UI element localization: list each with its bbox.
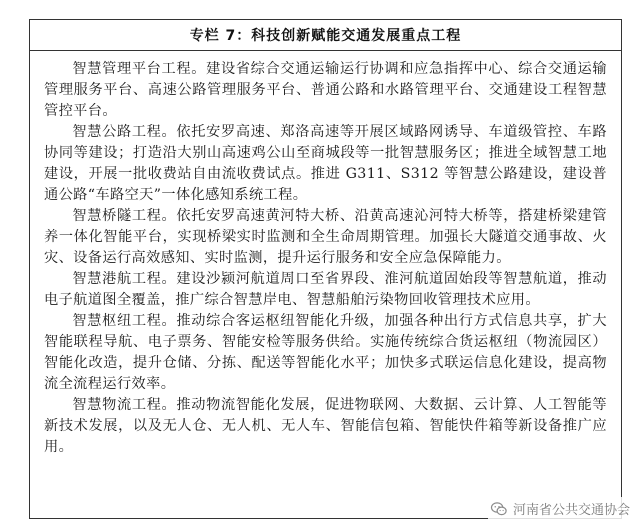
watermark-text: 河南省公共交通协会 <box>512 503 630 518</box>
paragraph-smart-highway: 智慧公路工程。依托安罗高速、郑洛高速等开展区域路网诱导、车道级管控、车路协同等建设；打造沿大别山高速鸡公山至商城段等一批智慧服务区；推进全域智慧工地建设，开展一批收费站自由流收费试点。推进 G311、S312 等智慧公路建设，建设普通公路“车路空天”一体化感知系统工程。 <box>44 124 607 203</box>
paragraph-smart-hub: 智慧枢纽工程。推动综合客运枢纽智能化升级，加强各种出行方式信息共享，扩大智能联程导航、电子票务、智能安检等服务供给。实施传统综合货运枢纽（物流园区）智能化改造，提升仓储、分拣、配送等智能化水平；加快多式联运信息化建设，提高物流全流程运行效率。 <box>44 313 607 392</box>
watermark <box>488 497 634 520</box>
feature-box <box>29 19 622 519</box>
paragraph-smart-port-shipping: 智慧港航工程。建设沙颍河航道周口至省界段、淮河航道固始段等智慧航道，推动电子航道图全覆盖，推广综合智慧岸电、智慧船舶污染物回收管理技术应用。 <box>44 271 607 308</box>
box-body <box>30 51 621 458</box>
box-title: 专栏 7：科技创新赋能交通发展重点工程 <box>30 20 621 51</box>
paragraph-smart-bridge-tunnel: 智慧桥隧工程。依托安罗高速黄河特大桥、沿黄高速沁河特大桥等，搭建桥梁建管养一体化智能平台，实现桥梁实时监测和全生命周期管理。加强长大隧道交通事故、火灾、设备运行高效感知、实时监测，提升运行服务和安全应急保障能力。 <box>44 208 607 266</box>
paragraph-smart-logistics: 智慧物流工程。推动物流智能化发展，促进物联网、大数据、云计算、人工智能等新技术发展，以及无人仓、无人机、无人车、智能信包箱、智能快件箱等新设备推广应用。 <box>44 397 607 455</box>
wechat-logo-icon <box>490 500 508 518</box>
paragraph-smart-management-platform: 智慧管理平台工程。建设省综合交通运输运行协调和应急指挥中心、综合交通运输管理服务平台、高速公路管理服务平台、普通公路和水路管理平台、交通建设工程智慧管控平台。 <box>44 61 607 119</box>
